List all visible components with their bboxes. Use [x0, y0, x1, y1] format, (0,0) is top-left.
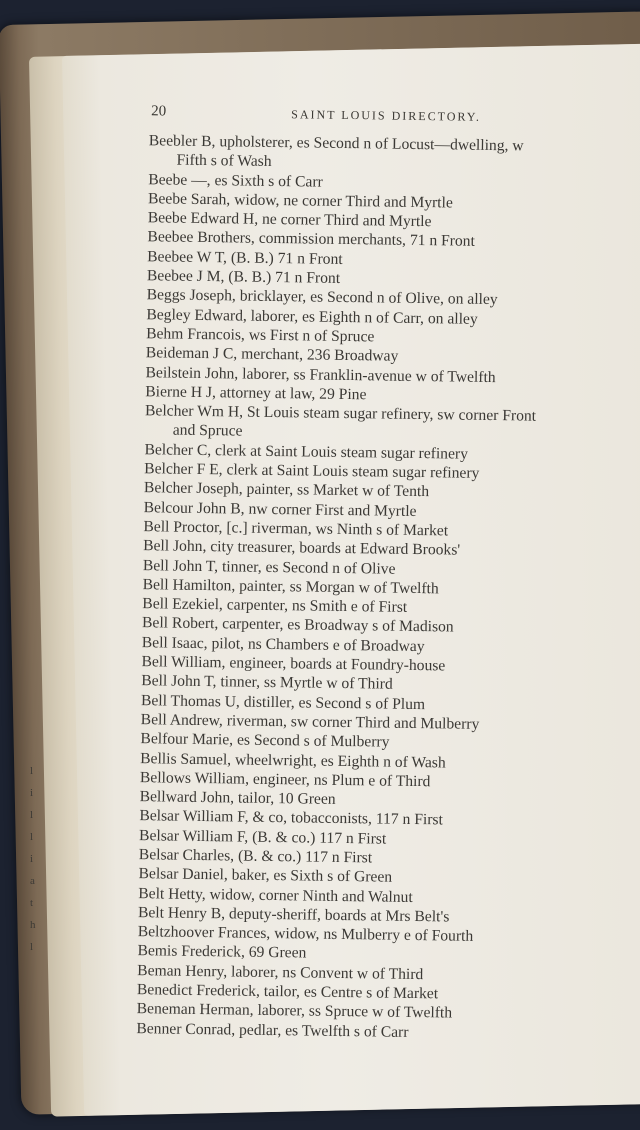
entry-text: Belsar Daniel, baker, es Sixth s of Green: [138, 865, 393, 886]
entry-text: Belt Henry B, deputy-sheriff, boards at Mrs Belt's: [137, 904, 450, 926]
entry-text: Belt Hetty, widow, corner Ninth and Walnut: [138, 884, 413, 906]
entry-text: Belcher Joseph, painter, ss Market w of Tenth: [143, 479, 430, 501]
margin-letter: l: [30, 941, 34, 953]
margin-letter: h: [30, 919, 36, 931]
entry-text: Begley Edward, laborer, es Eighth n of Carr, on alley: [146, 305, 478, 328]
entry-text: Beneman Herman, laborer, ss Spruce w of Twelfth: [136, 1000, 453, 1022]
left-margin-letters: [30, 760, 42, 958]
entry-text: Behm Francois, ws First n of Spruce: [146, 325, 375, 346]
entry-text: Beebe —, es Sixth s of Carr: [148, 170, 323, 191]
entry-text: Bell Robert, carpenter, es Broadway s of Madison: [141, 614, 454, 636]
entry-continuation: Fifth s of Wash: [176, 151, 272, 171]
entry-text: Bell John T, tinner, ss Myrtle w of Third: [141, 672, 393, 693]
entry-text: Bell John, city treasurer, boards at Edward Brooks': [143, 537, 461, 559]
directory-page: [62, 43, 640, 1116]
entry-text: Beebe Sarah, widow, ne corner Third and Myrtle: [147, 190, 453, 212]
margin-letter: t: [30, 897, 34, 909]
entry-text: Bell Isaac, pilot, ns Chambers e of Broadway: [141, 633, 425, 655]
entry-text: Beebee Brothers, commission merchants, 71 n Front: [147, 228, 475, 251]
margin-letter: i: [30, 853, 34, 865]
entry-text: Beilstein John, laborer, ss Franklin-avenue w of Twelfth: [145, 363, 496, 386]
entry-text: Bell Andrew, riverman, sw corner Third and Mulberry: [140, 711, 480, 733]
margin-letter: a: [30, 875, 35, 887]
entry-text: Bierne H J, attorney at law, 29 Pine: [145, 383, 367, 404]
entry-text: Belsar William F, (B. & co.) 117 n First: [139, 826, 387, 848]
margin-letter: l: [30, 765, 34, 777]
directory-entries: [136, 131, 640, 1046]
page-content: [62, 56, 622, 1041]
entry-text: Beman Henry, laborer, ns Convent w of Third: [137, 961, 424, 983]
entry-text: Beebee J M, (B. B.) 71 n Front: [146, 267, 341, 287]
entry-text: Bell William, engineer, boards at Foundry-house: [141, 653, 446, 675]
entry-text: Beltzhoover Frances, widow, ns Mulberry e of Fourth: [137, 923, 474, 945]
entry-text: Bellows William, engineer, ns Plum e of Third: [139, 768, 431, 791]
entry-text: Belsar William F, & co, tobacconists, 117 n First: [139, 807, 443, 829]
entry-continuation: and Spruce: [172, 422, 243, 441]
margin-letter: l: [30, 809, 34, 821]
entry-text: Belcher Wm H, St Louis steam sugar refinery, sw corner Front: [144, 402, 537, 425]
page-header: [151, 103, 640, 124]
entry-text: Beebee W T, (B. B.) 71 n Front: [147, 247, 343, 268]
entry-text: Bemis Frederick, 69 Green: [137, 942, 307, 962]
entry-text: Bell Thomas U, distiller, es Second s of Plum: [140, 691, 426, 713]
entry-text: Bell Proctor, [c.] riverman, ws Ninth s of Market: [143, 518, 449, 540]
running-title: SAINT LOUIS DIRECTORY.: [291, 107, 481, 124]
entry-text: Bellward John, tailor, 10 Green: [139, 788, 336, 808]
entry-text: Bellis Samuel, wheelwright, es Eighth n of Wash: [140, 749, 446, 771]
entry-text: Bell Hamilton, painter, ss Morgan w of Twelfth: [142, 576, 439, 598]
entry-text: Bell Ezekiel, carpenter, ns Smith e of First: [142, 595, 408, 616]
entry-text: Belfour Marie, es Second s of Mulberry: [140, 730, 390, 751]
entry-text: Beebler B, upholsterer, es Second n of Locust—dwelling, w: [148, 132, 524, 155]
entry-text: Belcher F E, clerk at Saint Louis steam sugar refinery: [144, 460, 480, 482]
entry-text: Beebe Edward H, ne corner Third and Myrtle: [147, 209, 432, 231]
margin-letter: l: [30, 831, 34, 843]
entry-text: Beggs Joseph, bricklayer, es Second n of Olive, on alley: [146, 286, 498, 309]
page-number: 20: [151, 103, 167, 120]
margin-letter: i: [30, 787, 34, 799]
entry-text: Belcour John B, nw corner First and Myrtle: [143, 498, 417, 520]
entry-text: Benner Conrad, pedlar, es Twelfth s of Carr: [136, 1019, 409, 1041]
entry-text: Belsar Charles, (B. & co.) 117 n First: [138, 846, 373, 867]
entry-text: Bell John T, tinner, es Second n of Olive: [142, 556, 396, 578]
entry-text: Beideman J C, merchant, 236 Broadway: [145, 344, 399, 365]
entry-text: Benedict Frederick, tailor, es Centre s of Market: [136, 981, 439, 1003]
entry-text: Belcher C, clerk at Saint Louis steam sugar refinery: [144, 440, 469, 463]
